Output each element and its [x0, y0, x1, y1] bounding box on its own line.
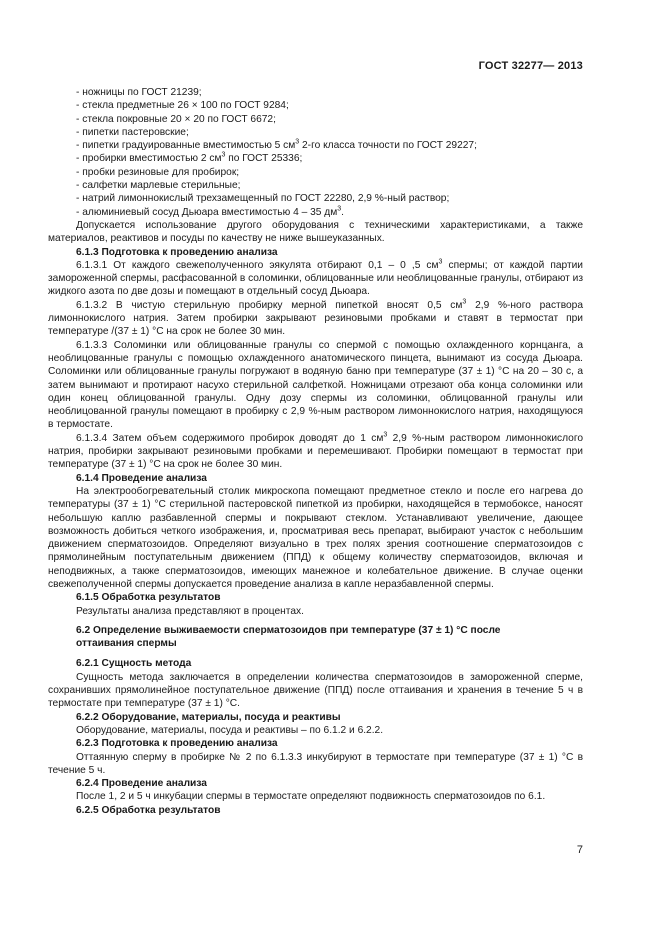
page-content	[48, 86, 583, 817]
page-number: 7	[576, 844, 583, 856]
list-item: - пипетки пастеровские;	[76, 126, 189, 138]
list-item: - пипетки градуированные вместимостью 5 $см^3$ 2-го класса точности по ГОСТ 29227;	[76, 138, 477, 152]
heading-6-2-4: 6.2.4 Проведение анализа	[76, 778, 207, 790]
paragraph-6-1-3-1: 6.1.3.1 От каждого свежеполученного эякулята отбирают 0,1 – 0 ,5 $см^3$ спермы; от каждой партии замороженной спермы, расфасованной в соломинки, облицованные или необлицованные гранулы, отбирают из жидкого азота по две дозы и помещают в отдельный сосуд Дьюара.	[48, 258, 583, 298]
list-item: - натрий лимоннокислый трехзамещенный по ГОСТ 22280, 2,9 %-ный раствор;	[76, 193, 450, 205]
heading-6-2	[48, 624, 583, 651]
heading-6-1-5: 6.1.5 Обработка результатов	[76, 592, 221, 604]
paragraph-6-1-5: Результаты анализа представляют в процентах.	[76, 605, 304, 617]
heading-6-2-5: 6.2.5 Обработка результатов	[76, 804, 221, 816]
paragraph-allowed: Допускается использование другого оборудования с техническими характеристиками, а также материалов, реактивов и посуды по качеству не ниже вышеуказанных.	[48, 219, 583, 245]
paragraph-6-1-3-3: 6.1.3.3 Соломинки или облицованные гранулы со спермой с помощью охлажденного корнцанга, а необлицованные гранулы с помощью охлажденного анатомического пинцета, вынимают из сосуда Дьюара. Соломинки или облицованные гранулы погружают в водяную баню при температуре (37 ± 1) °С на 20 – 30 с, а затем вынимают и протирают насухо стерильной салфеткой. Ножницами отрезают оба конца соломинки или один конец облицованной гранулы. Одну дозу спермы из соломинки, облицованной гранулы или необлицованной гранулы помещают в пробирку с 2,9 %-ным раствором лимоннокислого натрия, находящуюся в термостате.	[48, 339, 583, 431]
list-item: - алюминиевый сосуд Дьюара вместимостью 4 – 35 $дм^3$.	[76, 205, 344, 218]
page-header: ГОСТ 32277— 2013	[478, 60, 583, 72]
paragraph-6-2-2: Оборудование, материалы, посуда и реактивы – по 6.1.2 и 6.2.2.	[76, 724, 384, 736]
paragraph-6-2-3: Оттаянную сперму в пробирке № 2 по 6.1.3.3 инкубируют в термостате при температуре (37 ± 1) °С в течение 5 ч.	[48, 751, 583, 776]
paragraph-6-1-3-4: 6.1.3.4 Затем объем содержимого пробирок доводят до 1 $см^3$ 2,9 %-ным раствором лимоннокислого натрия, пробирки закрывают резиновыми пробками и перемешивают. Пробирки помещают в термостат при температуре (37 ± 1) °С на срок не более 30 мин.	[48, 431, 583, 471]
heading-6-2-2: 6.2.2 Оборудование, материалы, посуда и реактивы	[76, 711, 341, 723]
list-item: - пробирки вместимостью 2 $см^3$ по ГОСТ 25336;	[76, 152, 303, 165]
heading-6-1-4: 6.1.4 Проведение анализа	[76, 472, 207, 484]
heading-6-2-1: 6.2.1 Сущность метода	[76, 658, 192, 670]
list-item: - стекла покровные 20 × 20 по ГОСТ 6672;	[76, 113, 276, 125]
heading-6-2-line2: оттаивания спермы	[76, 638, 177, 650]
list-item: - салфетки марлевые стерильные;	[76, 180, 241, 192]
paragraph-6-1-4: На электрообогревательный столик микроскопа помещают предметное стекло и после его нагрева до температуры (37 ± 1) °С стерильной пастеровской пипеткой из пробирки, находящейся в термобоксе, наносят небольшую каплю разбавленной спермы и покрывают стеклом. Устанавливают увеличение, дающее возможность добиться четкого изображения, и, просматривая весь препарат, выбирают участок с небольшим движением сперматозоидов. Определяют визуально в трех полях зрения соотношение сперматозоидов с прямолинейным поступательным движением (ППД) к общему количеству сперматозоидов, включая и неподвижных, а также сперматозоидов, имеющих манежное и колебательное движение. В случае оценки свежеполученной спермы допускается проведение анализа в капле неразбавленной спермы.	[48, 485, 583, 590]
list-item: - стекла предметные 26 × 100 по ГОСТ 9284;	[76, 100, 289, 112]
list-item: - ножницы по ГОСТ 21239;	[76, 87, 202, 98]
heading-6-2-line1: 6.2 Определение выживаемости сперматозоидов при температуре (37 ± 1) °С после	[76, 624, 501, 636]
list-item: - пробки резиновые для пробирок;	[76, 166, 240, 178]
heading-6-1-3: 6.1.3 Подготовка к проведению анализа	[76, 246, 278, 258]
paragraph-6-2-1: Сущность метода заключается в определении количества сперматозоидов в замороженной сперме, сохранивших прямолинейное поступательное движение (ППД) после оттаивания и хранения в течение 5 ч в термостате при температуре (37 ± 1) °С.	[48, 671, 583, 710]
heading-6-2-3: 6.2.3 Подготовка к проведению анализа	[76, 738, 278, 750]
paragraph-6-2-4: После 1, 2 и 5 ч инкубации спермы в термостате определяют подвижность сперматозоидов по 6.1.	[76, 791, 546, 803]
paragraph-6-1-3-2: 6.1.3.2 В чистую стерильную пробирку мерной пипеткой вносят 0,5 $см^3$ 2,9 %-ного раствора лимоннокислого натрия. Затем пробирки закрывают резиновыми пробками и ставят в термостат при температуре /(37 ± 1) °С на срок не более 30 мин.	[48, 298, 583, 338]
